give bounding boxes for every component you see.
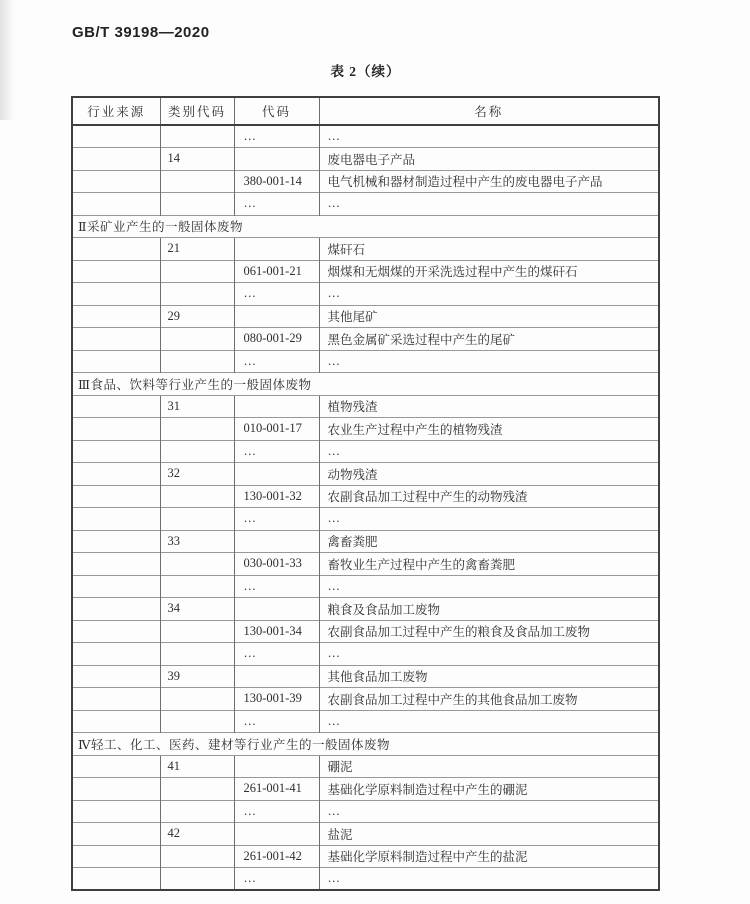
code-cell — [234, 755, 319, 778]
industry-source-cell — [72, 710, 160, 733]
name-cell: 其他食品加工废物 — [319, 665, 659, 688]
category-code-cell: 39 — [160, 665, 234, 688]
table-row — [72, 778, 659, 801]
industry-source-cell — [72, 755, 160, 778]
industry-source-cell — [72, 260, 160, 283]
category-code-cell: 32 — [160, 463, 234, 486]
category-code-cell — [160, 845, 234, 868]
category-code-cell: 29 — [160, 305, 234, 328]
table-row — [72, 868, 659, 891]
column-header-code: 代码 — [234, 97, 319, 125]
industry-source-cell — [72, 170, 160, 193]
section-label: Ⅱ采矿业产生的一般固体废物 — [72, 215, 659, 238]
industry-source-cell — [72, 823, 160, 846]
category-code-cell — [160, 170, 234, 193]
name-cell: … — [319, 868, 659, 891]
category-code-cell — [160, 800, 234, 823]
table-row — [72, 148, 659, 171]
industry-source-cell — [72, 575, 160, 598]
name-cell: … — [319, 643, 659, 666]
table-row — [72, 125, 659, 148]
industry-source-cell — [72, 845, 160, 868]
code-cell — [234, 463, 319, 486]
industry-source-cell — [72, 463, 160, 486]
industry-source-cell — [72, 418, 160, 441]
name-cell: 农副食品加工过程中产生的其他食品加工废物 — [319, 688, 659, 711]
industry-source-cell — [72, 553, 160, 576]
name-cell: 农业生产过程中产生的植物残渣 — [319, 418, 659, 441]
industry-source-cell — [72, 688, 160, 711]
name-cell: 煤矸石 — [319, 238, 659, 261]
table-row — [72, 643, 659, 666]
code-cell: 261-001-41 — [234, 778, 319, 801]
section-row — [72, 373, 659, 396]
code-cell — [234, 395, 319, 418]
code-cell: 130-001-32 — [234, 485, 319, 508]
category-code-cell — [160, 575, 234, 598]
category-code-cell — [160, 350, 234, 373]
industry-source-cell — [72, 598, 160, 621]
code-cell: 080-001-29 — [234, 328, 319, 351]
code-cell: 130-001-34 — [234, 620, 319, 643]
code-cell: … — [234, 508, 319, 531]
code-cell — [234, 823, 319, 846]
category-code-cell — [160, 620, 234, 643]
industry-source-cell — [72, 485, 160, 508]
table-row — [72, 845, 659, 868]
industry-source-cell — [72, 643, 160, 666]
code-cell — [234, 598, 319, 621]
industry-source-cell — [72, 530, 160, 553]
category-code-cell: 42 — [160, 823, 234, 846]
industry-source-cell — [72, 508, 160, 531]
code-cell: 380-001-14 — [234, 170, 319, 193]
table-row — [72, 553, 659, 576]
code-cell: … — [234, 440, 319, 463]
name-cell: … — [319, 800, 659, 823]
category-code-cell — [160, 418, 234, 441]
category-code-cell — [160, 328, 234, 351]
table-body — [72, 125, 659, 890]
table-row — [72, 260, 659, 283]
industry-source-cell — [72, 665, 160, 688]
name-cell: 基础化学原料制造过程中产生的盐泥 — [319, 845, 659, 868]
name-cell: 农副食品加工过程中产生的粮食及食品加工废物 — [319, 620, 659, 643]
doc-number: GB/T 39198—2020 — [72, 24, 210, 41]
column-header-category-code: 类别代码 — [160, 97, 234, 125]
code-cell: … — [234, 800, 319, 823]
table-row — [72, 170, 659, 193]
name-cell: … — [319, 350, 659, 373]
code-cell: … — [234, 350, 319, 373]
code-cell — [234, 665, 319, 688]
name-cell: … — [319, 508, 659, 531]
name-cell: 禽畜粪肥 — [319, 530, 659, 553]
code-cell: … — [234, 193, 319, 216]
category-code-cell — [160, 485, 234, 508]
category-code-cell — [160, 553, 234, 576]
name-cell: 硼泥 — [319, 755, 659, 778]
category-code-cell — [160, 283, 234, 306]
name-cell: 动物残渣 — [319, 463, 659, 486]
category-code-cell: 41 — [160, 755, 234, 778]
category-code-cell — [160, 643, 234, 666]
table-row — [72, 823, 659, 846]
industry-source-cell — [72, 395, 160, 418]
table-row — [72, 620, 659, 643]
industry-source-cell — [72, 193, 160, 216]
category-code-cell — [160, 688, 234, 711]
section-row — [72, 733, 659, 756]
table-row — [72, 395, 659, 418]
industry-source-cell — [72, 800, 160, 823]
industry-source-cell — [72, 305, 160, 328]
category-code-cell — [160, 260, 234, 283]
industry-source-cell — [72, 440, 160, 463]
name-cell: 畜牧业生产过程中产生的禽畜粪肥 — [319, 553, 659, 576]
name-cell: 废电器电子产品 — [319, 148, 659, 171]
name-cell: … — [319, 440, 659, 463]
code-cell — [234, 530, 319, 553]
industry-source-cell — [72, 778, 160, 801]
table-row — [72, 305, 659, 328]
code-cell: … — [234, 575, 319, 598]
name-cell: … — [319, 283, 659, 306]
category-code-cell — [160, 440, 234, 463]
table-row — [72, 530, 659, 553]
section-label: Ⅳ轻工、化工、医药、建材等行业产生的一般固体废物 — [72, 733, 659, 756]
category-code-cell — [160, 778, 234, 801]
industry-source-cell — [72, 125, 160, 148]
code-cell: 010-001-17 — [234, 418, 319, 441]
code-cell: 261-001-42 — [234, 845, 319, 868]
code-cell — [234, 238, 319, 261]
code-cell: 061-001-21 — [234, 260, 319, 283]
table-row — [72, 418, 659, 441]
scan-edge-shadow — [0, 0, 14, 120]
section-row — [72, 215, 659, 238]
code-cell: 130-001-39 — [234, 688, 319, 711]
table-row — [72, 800, 659, 823]
name-cell: … — [319, 193, 659, 216]
name-cell: 电气机械和器材制造过程中产生的废电器电子产品 — [319, 170, 659, 193]
name-cell: 基础化学原料制造过程中产生的硼泥 — [319, 778, 659, 801]
code-cell: … — [234, 868, 319, 891]
category-code-cell — [160, 710, 234, 733]
name-cell: 盐泥 — [319, 823, 659, 846]
name-cell: 其他尾矿 — [319, 305, 659, 328]
table-row — [72, 575, 659, 598]
section-label: Ⅲ食品、饮料等行业产生的一般固体废物 — [72, 373, 659, 396]
table-row — [72, 193, 659, 216]
category-code-cell — [160, 508, 234, 531]
table-row — [72, 350, 659, 373]
table-row — [72, 508, 659, 531]
industry-source-cell — [72, 350, 160, 373]
table-title: 表 2（续） — [330, 64, 401, 79]
category-code-cell: 21 — [160, 238, 234, 261]
industry-source-cell — [72, 283, 160, 306]
name-cell: 烟煤和无烟煤的开采洗选过程中产生的煤矸石 — [319, 260, 659, 283]
name-cell: … — [319, 125, 659, 148]
table-row — [72, 440, 659, 463]
industry-source-cell — [72, 148, 160, 171]
table-row — [72, 598, 659, 621]
table-header — [72, 97, 659, 125]
name-cell: 农副食品加工过程中产生的动物残渣 — [319, 485, 659, 508]
name-cell: 黑色金属矿采选过程中产生的尾矿 — [319, 328, 659, 351]
name-cell: 植物残渣 — [319, 395, 659, 418]
column-header-industry-source: 行业来源 — [72, 97, 160, 125]
industry-source-cell — [72, 868, 160, 891]
table-row — [72, 665, 659, 688]
code-cell — [234, 148, 319, 171]
category-code-cell: 14 — [160, 148, 234, 171]
code-cell: … — [234, 710, 319, 733]
category-code-cell — [160, 125, 234, 148]
category-code-cell: 31 — [160, 395, 234, 418]
industry-source-cell — [72, 620, 160, 643]
category-code-cell — [160, 868, 234, 891]
header-row — [72, 97, 659, 125]
table-row — [72, 463, 659, 486]
table-row — [72, 238, 659, 261]
table-row — [72, 688, 659, 711]
name-cell: 粮食及食品加工废物 — [319, 598, 659, 621]
industry-source-cell — [72, 328, 160, 351]
table-row — [72, 283, 659, 306]
name-cell: … — [319, 710, 659, 733]
code-cell: 030-001-33 — [234, 553, 319, 576]
waste-category-table — [71, 96, 660, 891]
table-row — [72, 485, 659, 508]
code-cell: … — [234, 643, 319, 666]
table-row — [72, 710, 659, 733]
category-code-cell: 33 — [160, 530, 234, 553]
code-cell: … — [234, 125, 319, 148]
industry-source-cell — [72, 238, 160, 261]
column-header-name: 名称 — [319, 97, 659, 125]
code-cell — [234, 305, 319, 328]
name-cell: … — [319, 575, 659, 598]
table-row — [72, 328, 659, 351]
table-row — [72, 755, 659, 778]
category-code-cell: 34 — [160, 598, 234, 621]
category-code-cell — [160, 193, 234, 216]
code-cell: … — [234, 283, 319, 306]
